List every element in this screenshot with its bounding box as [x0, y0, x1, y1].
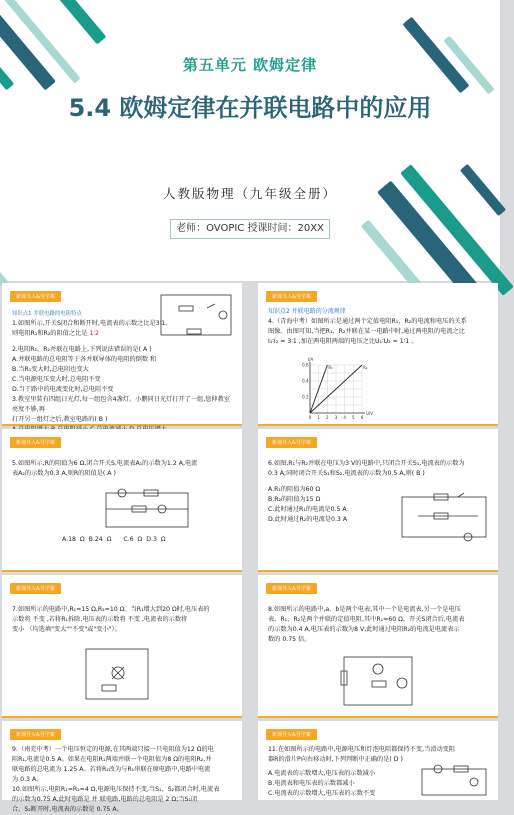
text-line: B.当R₁变大时,总电阻也变大	[12, 366, 89, 373]
text-line: 11.在如图所示的电路中,电源电压和灯泡电阻都保持不变,当滑动变阻	[268, 746, 456, 753]
text-line: 4.（青海中考）如图所示是通过两个定值电阻R₁、R₂的电流和电压的关系	[268, 318, 467, 325]
option: C.6 Ω	[123, 536, 143, 543]
text-line: I₁∶I₂ = 3∶1 ,加在两电阻两端的电压之比U₁∶U₂ = 1∶1 。	[268, 338, 418, 345]
slide-content	[12, 605, 234, 635]
y-tick-label: 0.6	[302, 362, 309, 368]
x-tick-label: 5	[352, 415, 355, 420]
circuit-diagram	[418, 765, 490, 799]
text-line: 2.电阻R₁、R₂并联在电路上,下列说法错误的是( A )	[12, 346, 152, 353]
text-line: 阻R₁,电流是0.5 A。如果在电阻R₁两端并联一个电阻值为8 Ω的电阻R₂,并	[12, 756, 212, 763]
y-axis-label: I/A	[308, 357, 314, 362]
option: A.18 Ω	[62, 536, 85, 543]
circuit-diagram	[398, 493, 490, 543]
slide-tag: 新课导入&导学案	[266, 437, 317, 448]
slide-3[interactable]	[2, 429, 242, 572]
slide-tag: 新课导入&导学案	[10, 437, 61, 448]
y-tick-label: 0.2	[302, 394, 309, 400]
publisher-line: 人教版物理（九年级全册）	[162, 186, 337, 201]
option: D.3 Ω	[146, 536, 166, 543]
text-line: 打开另一组灯之后,教室电路的( B )	[12, 416, 108, 423]
series-label: R₂	[363, 365, 368, 370]
teacher-info: 老师：OVOPIC 授课时间：20XX	[170, 219, 330, 239]
text-line: 3.教室里装有四组日光灯,每一组包含4盏灯。小鹏同日光灯打开了一组,您伸教室亮度不够,再	[12, 396, 230, 413]
iu-chart	[298, 357, 374, 423]
text-line: 示数将 不变 ,若将R₁拆除,电压表的示数将 不变 ,电流表的示数将	[12, 616, 188, 623]
unit-heading: 第五单元 欧姆定律	[182, 56, 318, 74]
text-line: 为 0.3 A。	[12, 776, 43, 783]
option: A.R₁的阻值为60 Ω	[268, 486, 321, 493]
slide-tag: 新课导入&导学案	[10, 729, 61, 740]
x-tick-label: 6	[360, 415, 364, 420]
slide-content	[12, 459, 234, 479]
text-line: 合、S₂断开时,电流表的示数是 0.75 A。	[12, 806, 123, 813]
text-line: A.并联电路的总电阻等于各并联导体的电阻的倒数 和	[12, 356, 157, 363]
circuit-diagram	[157, 291, 235, 341]
x-tick-label: 2	[326, 415, 329, 420]
option: C.电流表的示数增大,电压表的示数不变	[268, 790, 376, 797]
text-line: 则电阻R₁和R₂的阻值之比是 1∶2	[12, 330, 99, 337]
slide-tag: 新课导入&导学案	[10, 291, 61, 302]
circuit-diagram	[82, 645, 152, 703]
option: D.此时通过R₂的电流是0.3 A	[268, 516, 348, 523]
text-line: 8.如图所示的电路中,a、b是两个电表,其中一个是电流表,另一个是电压	[268, 606, 461, 613]
knowledge-heading: 知识点1 并联电路的电阻特点	[12, 311, 82, 317]
y-tick-label: 0.4	[302, 378, 309, 384]
text-line: D.当干路中的电流变化时,总电阻不变	[12, 386, 114, 393]
text-line: 表。R₁、R₂是两个并联的定值电阻,其中R₁=60 Ω。开关S闭合后,电流表	[268, 616, 465, 623]
text-line: 9.（南充中考）一个电压恒定的电源,在其两端只接一只电阻值为12 Ω的电	[12, 746, 214, 753]
text-line: 数的 0.75 倍。	[268, 636, 311, 643]
slide-tag: 新课导入&导学案	[266, 729, 317, 740]
text-line: C.当电源电压变大时,总电阻不变	[12, 376, 101, 383]
slide-content	[268, 605, 490, 645]
slide-7[interactable]	[2, 721, 242, 813]
text-line: 表A₂的示数为0.3 A,则R的阻值是( A )	[12, 470, 116, 477]
x-tick-label: 3	[334, 415, 338, 420]
slide-4[interactable]	[258, 429, 498, 572]
slide-5[interactable]	[2, 575, 242, 718]
option: B.电流表和电压表的示数都减小	[268, 780, 355, 787]
x-axis-label: U/V	[366, 411, 374, 416]
circuit-diagram	[340, 653, 416, 709]
slide-1[interactable]	[2, 283, 242, 426]
slide-2[interactable]	[258, 283, 498, 426]
series-label: R₁	[328, 365, 333, 370]
x-tick-label: 4	[343, 415, 346, 420]
text-line: 6.如图,R₁与R₂并联在电压为3 V的电路中,只闭合开关S₁,电流表的示数为	[268, 460, 465, 467]
option: B.R₂的阻值为15 Ω	[268, 496, 321, 503]
text-line: 10.如图所示,电阻R₁=R₂=4 Ω,电源电压保持不变,当S₁、S₂都闭合时,电流表	[12, 786, 220, 793]
text-line: 0.3 A;同时闭合开关S₁和S₂,电流表的示数为0.5 A,则( B )	[268, 470, 425, 477]
text-line: 7.如图所示的电路中,R₁=15 Ω,R₂=10 Ω。当R₁增大到20 Ω时,电压表的	[12, 606, 210, 613]
slide-tag: 新课导入&导学案	[10, 583, 61, 594]
option: A.电流表的示数增大,电压表的示数减小	[268, 770, 376, 777]
slide-tag: 新课导入&导学案	[266, 291, 317, 302]
option: C.此时通过R₁的电流是0.5 A	[268, 506, 347, 513]
text-line: 变小 （均选填"变大""不变"或"变小"）。	[12, 626, 121, 633]
deco-stripe	[46, 0, 107, 44]
circuit-diagram	[102, 489, 192, 531]
text-line: 联电路的总电流为 1.25 A。若将R₂改为与R₁串联在原电路中,电路中电流	[12, 766, 211, 773]
x-tick-label: 0	[308, 415, 312, 420]
text-line: 1.如图所示,开关S闭合和断开时,电流表的示数之比是3∶1,	[12, 320, 168, 327]
slide-6[interactable]	[258, 575, 498, 718]
slide-content	[268, 307, 490, 347]
knowledge-heading: 知识点2 并联电路的分流规律	[268, 308, 346, 315]
slide-tag: 新课导入&导学案	[266, 583, 317, 594]
text-line: 的示数为0.4 A,电压表的示数为8 V,此时通过电阻R₂的电流是电流表示	[268, 626, 460, 633]
text-line: 5.如图所示,R的阻值为6 Ω,闭合开关S,电流表A₁的示数为1.2 A,电流	[12, 460, 198, 467]
text-line: 的示数为0.75 A,此时电路是 并 联电路,电路的总电阻是 2 Ω;当S₁闭	[12, 796, 198, 803]
lesson-title: 5.4 欧姆定律在并联电路中的应用	[68, 94, 432, 122]
slide-8[interactable]	[258, 721, 498, 800]
slide-content	[12, 745, 234, 815]
cover-slide[interactable]	[0, 0, 500, 281]
text-line: 器R的滑片P向右移动时,下列判断中正确的是( D )	[268, 756, 403, 763]
options-row	[62, 535, 234, 545]
option: B.24 Ω	[88, 536, 112, 543]
text-line: 图像。由图可知,当把R₁、R₂并联在某一电路中时,通过两电阻的电流之比	[268, 328, 465, 335]
x-tick-label: 1	[317, 415, 320, 420]
